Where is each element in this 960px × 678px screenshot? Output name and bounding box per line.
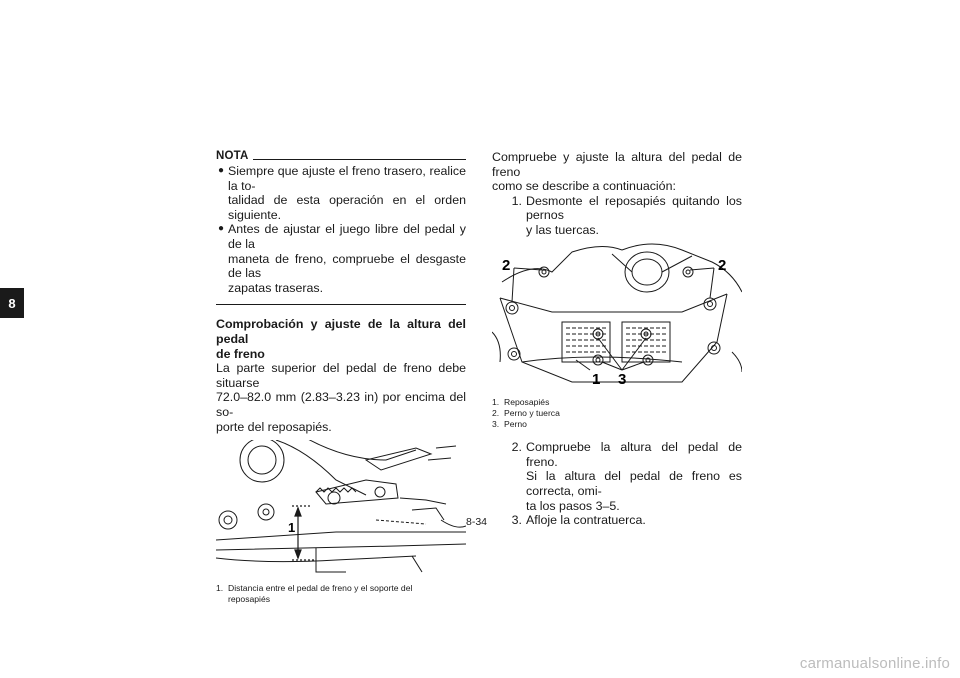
section-heading-line-2: de freno <box>216 346 265 361</box>
step-2-number: 2. <box>511 440 522 455</box>
caption-item-3-number: 3. <box>492 418 500 429</box>
section-body-line-3: porte del reposapiés. <box>216 419 332 434</box>
section-heading <box>216 317 466 361</box>
nota-bullet-1-text <box>228 164 466 222</box>
step-1-number: 1. <box>511 193 522 208</box>
caption-item-3 <box>492 419 742 430</box>
nota-header <box>216 150 466 162</box>
nota-end-rule <box>216 304 466 305</box>
caption-line-2: reposapiés <box>228 594 271 605</box>
step-3-number: 3. <box>511 513 522 528</box>
figure-callout-2-right: 2 <box>718 256 727 274</box>
caption-item-2 <box>492 408 742 419</box>
step-3-text <box>526 513 742 528</box>
step-3-line-1: Afloje la contratuerca. <box>526 513 646 528</box>
figure-caption <box>216 583 466 605</box>
step-1-line-1: Desmonte el reposapiés quitando los pernos <box>526 193 742 223</box>
caption-item-3-text: Perno <box>504 418 527 429</box>
step-2-line-1: Compruebe la altura del pedal de freno. <box>526 440 742 469</box>
caption-item-1-text: Reposapiés <box>504 396 550 407</box>
right-column <box>492 150 742 528</box>
left-column <box>216 150 466 606</box>
figure-callout-1: 1 <box>592 370 601 388</box>
step-1-text <box>526 194 742 238</box>
nota-bullet-2-line-2: maneta de freno, compruebe el desgaste de las <box>228 251 466 281</box>
nota-rule <box>253 159 466 160</box>
caption-item-2-number: 2. <box>492 407 500 418</box>
nota-bullet-2 <box>216 222 466 295</box>
nota-bullet-2-line-1: Antes de ajustar el juego libre del pedal y de la <box>228 222 466 251</box>
chapter-tab: 8 <box>0 288 24 318</box>
bullet-dot-icon: ● <box>218 223 225 235</box>
section-body <box>216 361 466 434</box>
nota-label: NOTA <box>216 150 249 162</box>
brake-pedal-figure <box>216 440 466 605</box>
section-heading-line-1: Comprobación y ajuste de la altura del pedal <box>216 317 466 346</box>
step-2-line-3: ta los pasos 3–5. <box>526 498 620 513</box>
page-number: 8-34 <box>466 516 488 528</box>
nota-bullet-2-text <box>228 222 466 295</box>
caption-number: 1. <box>216 583 224 594</box>
nota-bullet-1 <box>216 164 466 222</box>
footrest-figure <box>492 242 742 431</box>
caption-item-2-text: Perno y tuerca <box>504 407 560 418</box>
nota-bullet-2-line-3: zapatas traseras. <box>228 280 324 295</box>
intro-line-2: como se describe a continuación: <box>492 179 676 194</box>
step-2 <box>492 440 742 513</box>
intro-paragraph <box>492 150 742 194</box>
section-body-line-2: 72.0–82.0 mm (2.83–3.23 in) por encima del so- <box>216 390 466 419</box>
nota-bullet-1-line-2: talidad de esta operación en el orden siguiente. <box>228 193 466 222</box>
figure-callout-3: 3 <box>618 370 627 388</box>
footrest-illustration <box>492 242 742 392</box>
step-3 <box>492 513 742 528</box>
step-1-line-2: y las tuercas. <box>526 222 599 237</box>
figure-captions <box>492 397 742 431</box>
step-2-line-2: Si la altura del pedal de freno es correcta, omi- <box>526 469 742 498</box>
footer-watermark: carmanualsonline.info <box>799 655 950 672</box>
caption-line-1: Distancia entre el pedal de freno y el soporte del <box>228 583 413 594</box>
nota-bullet-1-line-1: Siempre que ajuste el freno trasero, realice la to- <box>228 164 466 193</box>
caption-item-1-number: 1. <box>492 396 500 407</box>
intro-line-1: Compruebe y ajuste la altura del pedal de freno <box>492 150 742 179</box>
figure-callout-1: 1 <box>288 520 296 536</box>
brake-pedal-illustration <box>216 440 466 578</box>
caption-item-1 <box>492 397 742 408</box>
step-2-text <box>526 440 742 513</box>
figure-callout-2-left: 2 <box>502 256 511 274</box>
step-1 <box>492 194 742 238</box>
bullet-dot-icon: ● <box>218 165 225 176</box>
section-body-line-1: La parte superior del pedal de freno debe situarse <box>216 361 466 390</box>
caption-text <box>228 583 412 605</box>
